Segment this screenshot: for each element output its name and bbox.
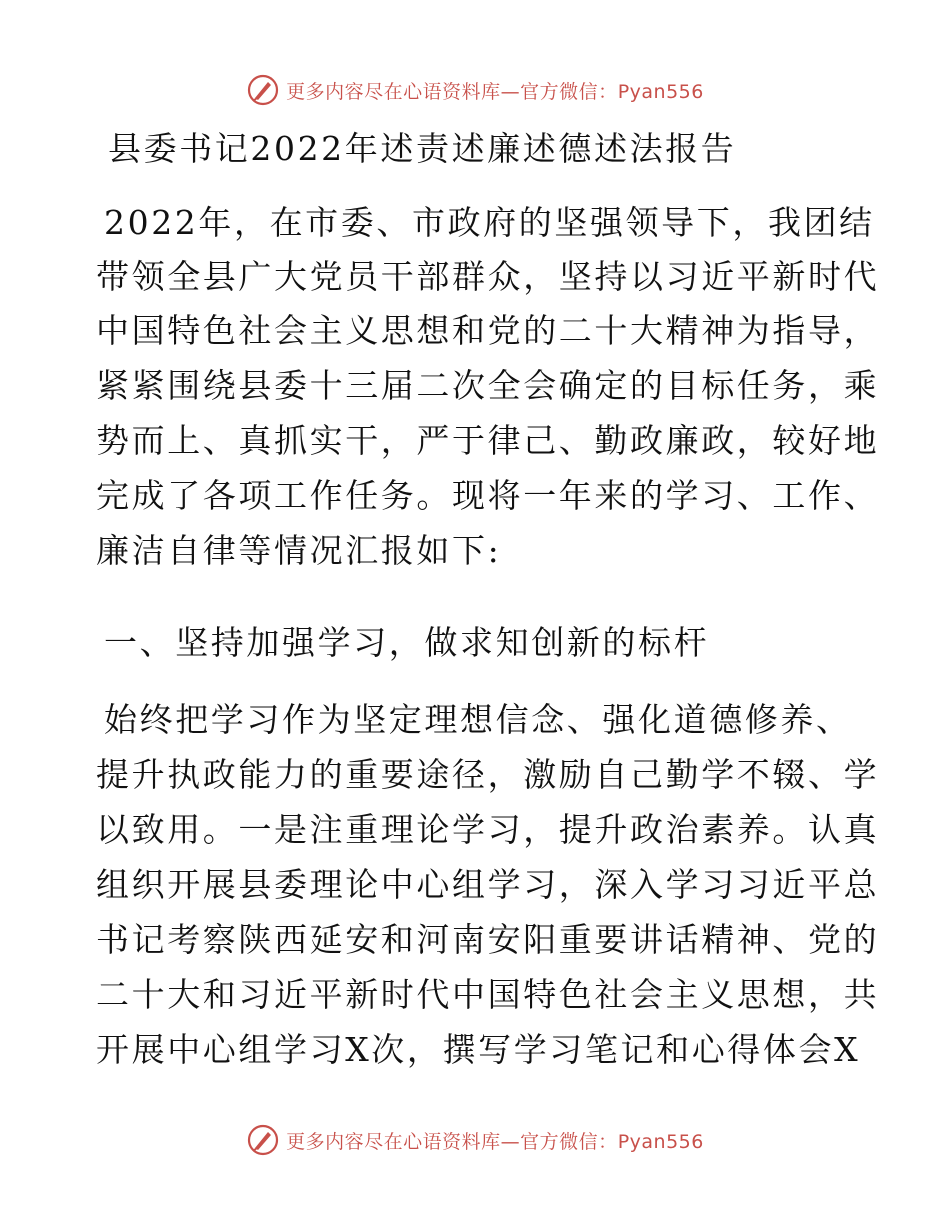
watermark-separator: —	[500, 80, 521, 103]
watermark-separator: —	[500, 1130, 521, 1153]
section-1-line-5: 书记考察陕西延安和河南安阳重要讲话精神、党的	[96, 920, 880, 959]
watermark-brand: 更多内容尽在心语资料库	[286, 1130, 501, 1153]
watermark-wechat-id: Pyan556	[617, 80, 704, 103]
watermark-brand: 更多内容尽在心语资料库	[286, 80, 501, 103]
intro-line-2: 带领全县广大党员干部群众，坚持以习近平新时代	[96, 257, 880, 296]
section-1-line-1: 始终把学习作为坚定理想信念、强化道德修养、	[104, 700, 852, 739]
intro-line-4: 紧紧围绕县委十三届二次全会确定的目标任务，乘	[96, 366, 880, 405]
watermark-wechat-label: 官方微信：	[520, 80, 618, 103]
quill-pen-logo-icon	[246, 73, 280, 107]
intro-line-6: 完成了各项工作任务。现将一年来的学习、工作、	[96, 476, 880, 515]
section-1-line-7: 开展中心组学习X次，撰写学习笔记和心得体会X	[96, 1030, 861, 1069]
intro-line-3: 中国特色社会主义思想和党的二十大精神为指导，	[96, 311, 880, 350]
intro-line-5: 势而上、真抓实干，严于律己、勤政廉政，较好地	[96, 421, 880, 460]
intro-line-1: 2022年，在市委、市政府的坚强领导下，我团结	[104, 203, 875, 242]
watermark-wechat-label: 官方微信：	[520, 1130, 618, 1153]
section-1-line-4: 组织开展县委理论中心组学习，深入学习习近平总	[96, 865, 880, 904]
document-title: 县委书记2022年述责述廉述德述法报告	[108, 129, 737, 168]
section-1-line-6: 二十大和习近平新时代中国特色社会主义思想，共	[96, 975, 880, 1014]
footer-watermark	[0, 1120, 950, 1160]
section-1-line-2: 提升执政能力的重要途径，激励自己勤学不辍、学	[96, 755, 880, 794]
watermark-wechat-id: Pyan556	[617, 1130, 704, 1153]
watermark-text	[286, 1127, 704, 1154]
section-1-line-3: 以致用。一是注重理论学习，提升政治素养。认真	[96, 810, 880, 849]
section-1-heading: 一、坚持加强学习，做求知创新的标杆	[104, 623, 710, 662]
watermark-text	[286, 77, 704, 104]
quill-pen-logo-icon	[246, 1123, 280, 1157]
header-watermark	[0, 70, 950, 110]
intro-line-7: 廉洁自律等情况汇报如下:	[96, 531, 502, 570]
